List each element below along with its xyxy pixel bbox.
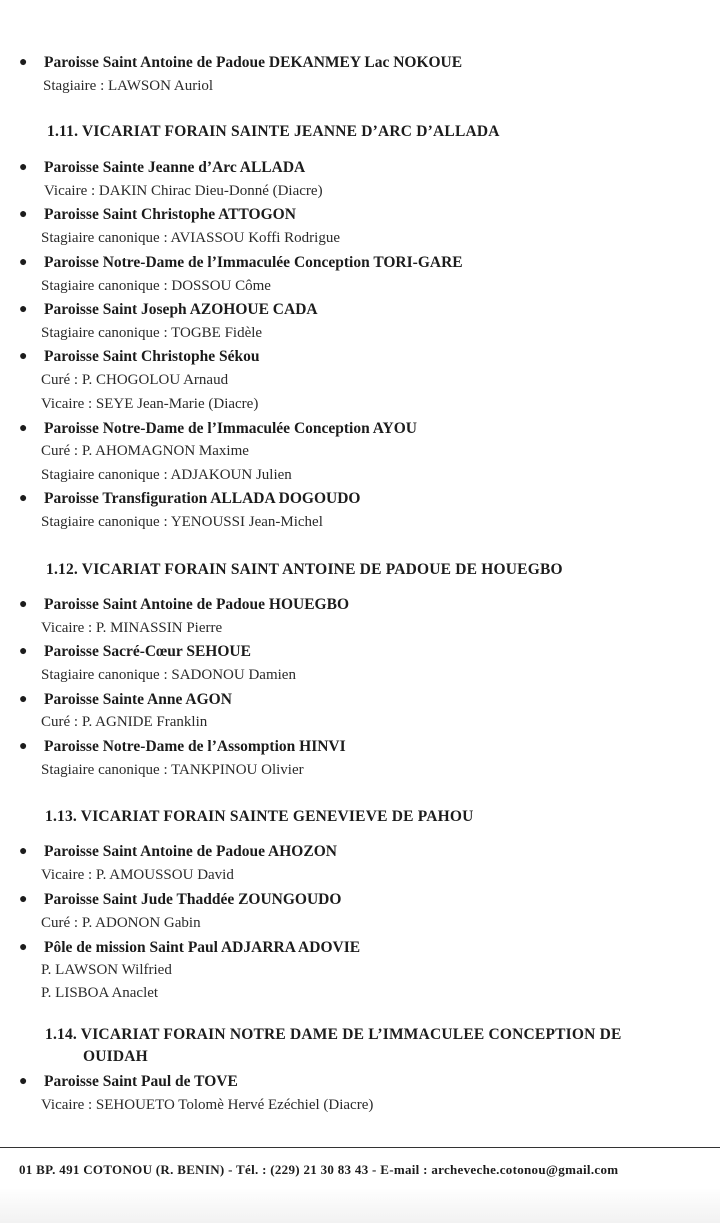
parish-detail: P. LISBOA Anaclet [41,985,159,1001]
parish-detail: Stagiaire canonique : AVIASSOU Koffi Rodrigue [41,230,340,246]
parish-detail: P. LAWSON Wilfried [41,962,172,978]
bullet-icon: ● [19,1074,28,1089]
parish-detail: Vicaire : DAKIN Chirac Dieu-Donné (Diacre) [44,183,323,199]
bullet-icon: ● [19,892,28,907]
parish-detail: Vicaire : P. AMOUSSOU David [41,867,234,883]
parish-name: Paroisse Saint Antoine de Padoue DEKANMEY Lac NOKOUE [44,54,463,71]
parish-name: Paroisse Sacré-Cœur SEHOUE [44,643,251,660]
parish-name: Paroisse Saint Paul de TOVE [44,1073,238,1090]
parish-name: Pôle de mission Saint Paul ADJARRA ADOVIE [44,939,361,956]
bullet-icon: ● [19,844,28,859]
parish-name: Paroisse Sainte Jeanne d’Arc ALLADA [44,159,306,176]
parish-detail: Curé : P. ADONON Gabin [41,915,201,931]
bullet-icon: ● [19,255,28,270]
parish-name: Paroisse Notre-Dame de l’Immaculée Conception TORI-GARE [44,254,463,271]
bullet-icon: ● [19,644,28,659]
parish-name: Paroisse Saint Christophe Sékou [44,348,260,365]
bullet-icon: ● [19,421,28,436]
parish-detail: Curé : P. CHOGOLOU Arnaud [41,372,229,388]
parish-name: Paroisse Sainte Anne AGON [44,691,232,708]
section-heading: 1.12. VICARIAT FORAIN SAINT ANTOINE DE PADOUE DE HOUEGBO [46,561,563,578]
bullet-icon: ● [19,597,28,612]
parish-name: Paroisse Saint Christophe ATTOGON [44,206,296,223]
bullet-icon: ● [19,940,28,955]
section-heading-continuation: OUIDAH [83,1048,148,1065]
parish-name: Paroisse Transfiguration ALLADA DOGOUDO [44,490,361,507]
parish-detail: Stagiaire canonique : DOSSOU Côme [41,278,271,294]
section-heading: 1.11. VICARIAT FORAIN SAINTE JEANNE D’ARC D’ALLADA [47,123,500,140]
parish-name: Paroisse Notre-Dame de l’Immaculée Conception AYOU [44,420,417,437]
bullet-icon: ● [19,349,28,364]
parish-detail: Stagiaire canonique : SADONOU Damien [41,667,296,683]
parish-detail: Curé : P. AHOMAGNON Maxime [41,443,249,459]
bullet-icon: ● [19,55,28,70]
parish-detail: Curé : P. AGNIDE Franklin [41,714,208,730]
parish-detail: Stagiaire canonique : ADJAKOUN Julien [41,467,292,483]
parish-detail: Vicaire : SEYE Jean-Marie (Diacre) [41,396,259,412]
parish-detail: Stagiaire canonique : TANKPINOU Olivier [41,762,304,778]
parish-name: Paroisse Saint Antoine de Padoue AHOZON [44,843,337,860]
bullet-icon: ● [19,207,28,222]
parish-name: Paroisse Saint Jude Thaddée ZOUNGOUDO [44,891,342,908]
bullet-icon: ● [19,302,28,317]
bullet-icon: ● [19,692,28,707]
section-heading: 1.13. VICARIAT FORAIN SAINTE GENEVIEVE DE PAHOU [45,808,474,825]
parish-detail: Stagiaire canonique : YENOUSSI Jean-Michel [41,514,323,530]
footer-divider [0,1147,720,1148]
parish-detail: Stagiaire : LAWSON Auriol [43,78,214,94]
footer-contact: 01 BP. 491 COTONOU (R. BENIN) - Tél. : (229) 21 30 83 43 - E-mail : archeveche.cotonou@gmail.com [19,1162,619,1177]
parish-name: Paroisse Notre-Dame de l’Assomption HINVI [44,738,346,755]
scan-edge [0,1188,720,1223]
parish-name: Paroisse Saint Joseph AZOHOUE CADA [44,301,318,318]
section-heading: 1.14. VICARIAT FORAIN NOTRE DAME DE L’IMMACULEE CONCEPTION DE [45,1026,622,1043]
bullet-icon: ● [19,491,28,506]
parish-detail: Vicaire : SEHOUETO Tolomè Hervé Ezéchiel (Diacre) [41,1097,374,1113]
parish-detail: Stagiaire canonique : TOGBE Fidèle [41,325,263,341]
bullet-icon: ● [19,739,28,754]
parish-detail: Vicaire : P. MINASSIN Pierre [41,620,223,636]
bullet-icon: ● [19,160,28,175]
parish-name: Paroisse Saint Antoine de Padoue HOUEGBO [44,596,350,613]
